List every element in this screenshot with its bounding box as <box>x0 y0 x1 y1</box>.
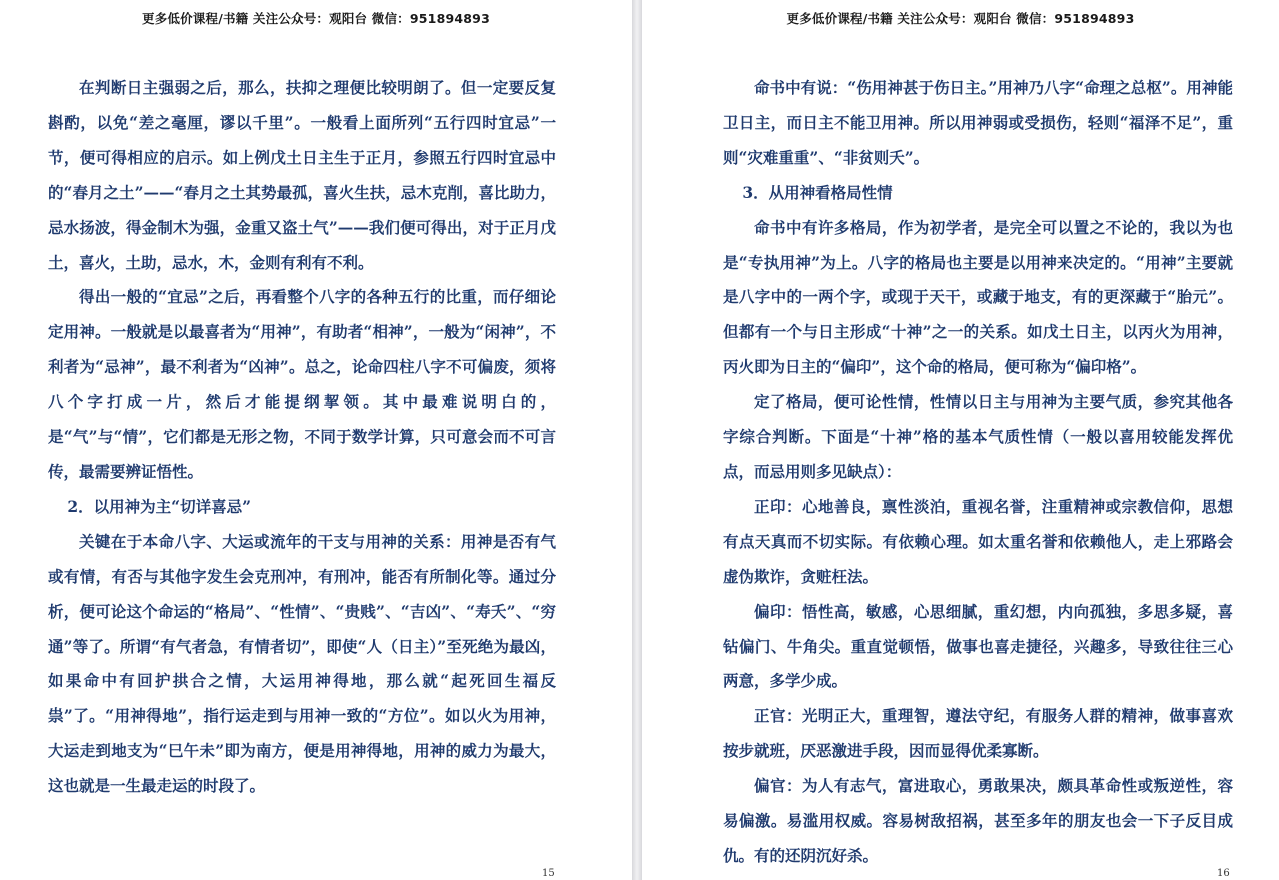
page-header: 更多低价课程/书籍 关注公众号：观阳台 微信：951894893 <box>786 11 1135 26</box>
page-body <box>48 71 556 804</box>
paragraph: 命书中有说：“伤用神甚于伤日主。”用神乃八字“命理之总枢”。用神能卫日主，而日主不能卫用神。所以用神弱或受损伤，轻则“福泽不足”，重则“灾难重重”、“非贫则夭”。 <box>723 78 1233 167</box>
page-header: 更多低价课程/书籍 关注公众号：观阳台 微信：951894893 <box>142 11 490 26</box>
paragraph: 得出一般的“宜忌”之后，再看整个八字的各种五行的比重，而仔细论定用神。一般就是以最喜者为“用神”，有助者“相神”，一般为“闲神”，不利者为“忌神”，最不利者为“凶神”。总之，论命四柱八字不可偏废，须将八个字打成一片，然后才能提纲挈领。其中最难说明白的，是“气”与“情”，它们都是无形之物，不同于数学计算，只可意会而不可言传，最需要辨证悟性。 <box>48 287 556 481</box>
paragraph: 命书中有许多格局，作为初学者，是完全可以置之不论的，我以为也是“专执用神”为上。八字的格局也主要是以用神来决定的。“用神”主要就是八字中的一两个字，或现于天干，或藏于地支，有的更深藏于“胎元”。但都有一个与日主形成“十神”之一的关系。如戊土日主，以丙火为用神，丙火即为日主的“偏印”，这个命的格局，便可称为“偏印格”。 <box>723 217 1233 377</box>
page-number: 16 <box>1217 868 1230 879</box>
section-heading: 2．以用神为主“切详喜忌” <box>67 496 251 516</box>
paragraph: 正官：光明正大，重理智，遵法守纪，有服务人群的精神，做事喜欢按步就班，厌恶激进手段，因而显得优柔寡断。 <box>723 706 1233 761</box>
right-page <box>642 0 1279 880</box>
page-number: 15 <box>542 868 555 879</box>
paragraph: 偏官：为人有志气，富进取心，勇敢果决，颇具革命性或叛逆性，容易偏激。易滥用权威。容易树敌招祸，甚至多年的朋友也会一下子反目成仇。有的还阴沉好杀。 <box>723 776 1233 865</box>
paragraph: 正印：心地善良，禀性淡泊，重视名誉，注重精神或宗教信仰，思想有点天真而不切实际。有依赖心理。如太重名誉和依赖他人，走上邪路会虚伪欺诈，贪赃枉法。 <box>723 496 1233 586</box>
paragraph: 关键在于本命八字、大运或流年的干支与用神的关系：用神是否有气或有情，有否与其他字发生会克刑冲，有刑冲，能否有所制化等。通过分析，便可论这个命运的“格局”、“性情”、“贵贱”、“吉凶”、“寿夭”、“穷通”等了。所谓“有气者急，有情者切”，即使“人（日主）”至死绝为最凶，如果命中有回护拱合之情，大运用神得地，那么就“起死回生福反祟”了。“用神得地”，指行运走到与用神一致的“方位”。如以火为用神，大运走到地支为“巳午未”即为南方，便是用神得地，用神的威力为最大，这也就是一生最走运的时段了。 <box>48 531 556 796</box>
section-heading: 3．从用神看格局性情 <box>742 182 893 202</box>
paragraph: 定了格局，便可论性情，性情以日主与用神为主要气质，参究其他各字综合判断。下面是“十神”格的基本气质性情（一般以喜用较能发挥优点，而忌用则多见缺点）： <box>723 392 1233 481</box>
paragraph: 偏印：悟性高，敏感，心思细腻，重幻想，内向孤独，多思多疑，喜钻偏门、牛角尖。重直觉顿悟，做事也喜走捷径，兴趣多，导致往往三心两意，多学少成。 <box>723 601 1233 691</box>
left-page <box>0 0 632 880</box>
paragraph: 在判断日主强弱之后，那么，扶抑之理便比较明朗了。但一定要反复斟酌，以免“差之毫厘，谬以千里”。一般看上面所列“五行四时宜忌”一节，便可得相应的启示。如上例戊土日主生于正月，参照五行四时宜忌中的“春月之土”——“春月之土其势最孤，喜火生扶，忌木克削，喜比助力，忌水扬波，得金制木为强，金重又盗土气”——我们便可得出，对于正月戊土，喜火，土助，忌水，木，金则有利有不利。 <box>48 78 556 272</box>
page-gutter <box>632 0 642 880</box>
page-body <box>723 71 1233 874</box>
